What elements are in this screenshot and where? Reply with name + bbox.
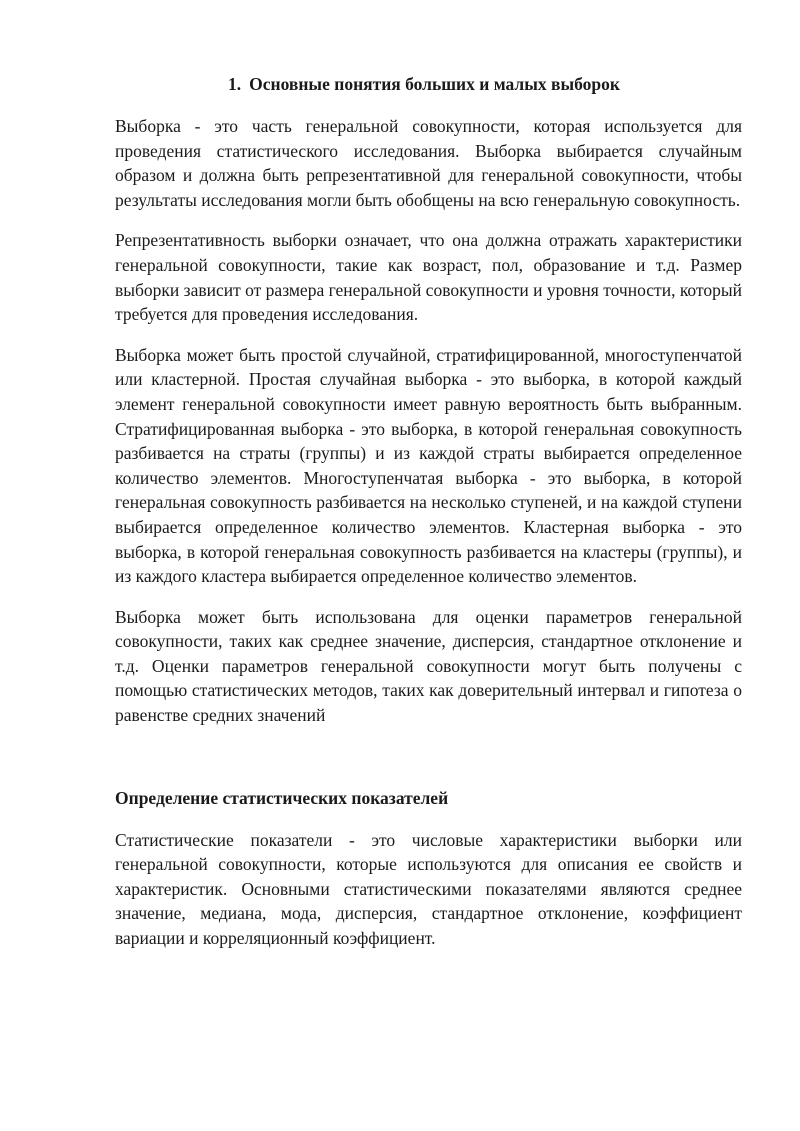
section-1-paragraph-3: Выборка может быть простой случайной, стратифицированной, многоступенчатой или кластерной. Простая случайная выборка - это выборка, в которой каждый элемент генеральной совокупности имеет равную вероятность быть выбранным. Стратифицированная выборка - это выборка, в которой генеральная совокупность разбивается на страты (группы) и из каждой страты выбирается определенное количество элементов. Многоступенчатая выборка - это выборка, в которой генеральная совокупность разбивается на несколько ступеней, и на каждой ступени выбирается определенное количество элементов. Кластерная выборка - это выборка, в которой генеральная совокупность разбивается на кластеры (группы), и из каждого кластера выбирается определенное количество элементов. — [115, 344, 742, 587]
section-2-paragraph-1: Статистические показатели - это числовые характеристики выборки или генеральной совокупности, которые используются для описания ее свойств и характеристик. Основными статистическими показателями являются среднее значение, медиана, мода, дисперсия, стандартное отклонение, коэффициент вариации и корреляционный коэффициент. — [115, 829, 742, 949]
document-page — [115, 72, 742, 967]
section-2-title: Определение статистических показателей — [115, 787, 449, 808]
section-1-heading — [115, 72, 742, 96]
section-1-title: Основные понятия больших и малых выборок — [249, 74, 620, 94]
section-1-paragraph-1: Выборка - это часть генеральной совокупности, которая используется для проведения статистического исследования. Выборка выбирается случайным образом и должна быть репрезентативной для генеральной совокупности, чтобы результаты исследования могли быть обобщены на всю генеральную совокупность. — [115, 116, 742, 210]
section-1-number: 1. — [228, 74, 242, 94]
section-1-paragraph-4: Выборка может быть использована для оценки параметров генеральной совокупности, таких как среднее значение, дисперсия, стандартное отклонение и т.д. Оценки параметров генеральной совокупности могут быть получены с помощью статистических методов, таких как доверительный интервал и гипотеза о равенстве средних значений — [115, 606, 742, 726]
section-1-paragraph-2: Репрезентативность выборки означает, что она должна отражать характеристики генеральной совокупности, такие как возраст, пол, образование и т.д. Размер выборки зависит от размера генеральной совокупности и уровня точности, который требуется для проведения исследования. — [115, 230, 742, 325]
